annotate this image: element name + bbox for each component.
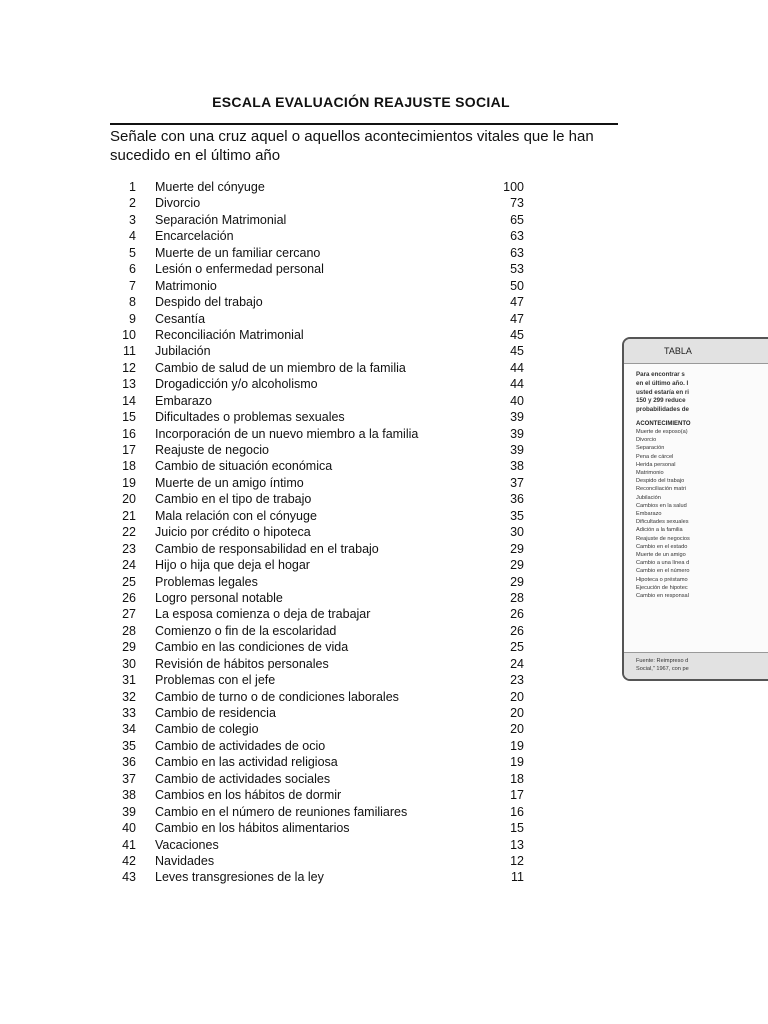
event-number: 2: [129, 196, 136, 211]
event-name: Muerte de un amigo íntimo: [155, 475, 304, 490]
event-number: 6: [129, 262, 136, 277]
event-score: 13: [510, 837, 524, 852]
event-number: 16: [122, 426, 136, 441]
event-row: [110, 475, 550, 491]
event-row: [110, 491, 550, 507]
event-row: [110, 278, 550, 294]
inset-item: Muerte de esposo(a): [636, 428, 688, 435]
event-row: [110, 574, 550, 590]
event-name: Mala relación con el cónyuge: [155, 508, 317, 523]
event-row: [110, 689, 550, 705]
event-score: 47: [510, 311, 524, 326]
inset-item: Matrimonio: [636, 470, 664, 476]
event-row: [110, 853, 550, 869]
event-number: 20: [122, 492, 136, 507]
event-score: 29: [510, 574, 524, 589]
event-row: [110, 705, 550, 721]
event-name: Cambio de responsabilidad en el trabajo: [155, 541, 379, 556]
event-number: 37: [122, 771, 136, 786]
event-name: Reconciliación Matrimonial: [155, 327, 304, 342]
event-number: 11: [123, 344, 136, 359]
event-score: 53: [510, 262, 524, 277]
event-number: 34: [122, 722, 136, 737]
event-name: Cambio de colegio: [155, 722, 259, 737]
event-name: Juicio por crédito o hipoteca: [155, 525, 311, 540]
event-name: Comienzo o fin de la escolaridad: [155, 623, 337, 638]
event-row: [110, 639, 550, 655]
event-row: [110, 524, 550, 540]
event-row: [110, 623, 550, 639]
event-score: 44: [510, 360, 524, 375]
event-number: 10: [122, 327, 136, 342]
event-name: Drogadicción y/o alcoholismo: [155, 377, 318, 392]
event-score: 63: [510, 229, 524, 244]
event-number: 32: [122, 689, 136, 704]
inset-item: Reconciliación matri: [636, 486, 687, 493]
event-name: Embarazo: [155, 393, 212, 408]
event-row: [110, 228, 550, 244]
event-score: 45: [510, 327, 524, 342]
event-row: [110, 606, 550, 622]
event-number: 38: [122, 788, 136, 803]
event-row: [110, 245, 550, 261]
event-name: Cambio en el tipo de trabajo: [155, 492, 312, 507]
event-number: 4: [129, 229, 136, 244]
inset-item: Adición a la familia: [636, 527, 683, 534]
event-score: 12: [510, 853, 524, 868]
event-row: [110, 212, 550, 228]
event-name: Cambio de residencia: [155, 706, 276, 720]
event-number: 5: [129, 245, 136, 260]
document-title: ESCALA EVALUACIÓN REAJUSTE SOCIAL: [212, 94, 510, 110]
event-score: 65: [510, 212, 524, 227]
event-number: 1: [129, 180, 136, 194]
inset-table-items: [624, 428, 768, 600]
event-score: 19: [510, 755, 524, 770]
event-score: 47: [510, 295, 524, 310]
event-row: [110, 738, 550, 754]
event-score: 39: [510, 443, 524, 457]
inset-item: Divorcio: [636, 437, 657, 444]
inset-item: Reajuste de negocios: [636, 535, 690, 542]
event-name: Revisión de hábitos personales: [155, 656, 329, 671]
event-row: [110, 360, 550, 376]
event-number: 13: [122, 377, 136, 392]
event-row: [110, 820, 550, 836]
event-number: 18: [122, 459, 136, 474]
event-name: Leves transgresiones de la ley: [155, 870, 324, 885]
event-name: Jubilación: [155, 344, 211, 359]
title-rule: [110, 123, 618, 125]
instructions-text: Señale con una cruz aquel o aquellos acontecimientos vitales que le han sucedido en el último año: [110, 128, 594, 164]
inset-item: Jubilación: [636, 494, 661, 501]
event-row: [110, 327, 550, 343]
event-name: Logro personal notable: [155, 590, 283, 605]
event-score: 15: [510, 821, 524, 836]
inset-intro-line: Para encontrar s: [636, 371, 685, 378]
event-score: 25: [510, 640, 524, 655]
inset-item: Cambio en responsal: [636, 593, 689, 600]
event-number: 42: [122, 853, 136, 868]
inset-intro-line: 150 y 299 reduce: [636, 397, 686, 405]
event-number: 9: [129, 311, 136, 326]
inset-table-image: [622, 337, 768, 681]
event-score: 18: [510, 771, 524, 786]
event-name: Dificultades o problemas sexuales: [155, 410, 345, 425]
event-score: 20: [510, 706, 524, 720]
inset-item: Despido del trabajo: [636, 478, 685, 485]
event-number: 15: [122, 410, 136, 425]
event-row: [110, 442, 550, 458]
event-name: La esposa comienza o deja de trabajar: [155, 607, 371, 622]
event-row: [110, 557, 550, 573]
event-score: 26: [510, 623, 524, 638]
event-name: Cambio de turno o de condiciones laborales: [155, 689, 399, 704]
event-number: 40: [122, 821, 136, 836]
inset-item: Herida personal: [636, 461, 676, 468]
event-name: Lesión o enfermedad personal: [155, 262, 324, 277]
inset-intro-line: probabilidades de: [636, 406, 689, 414]
event-name: Cesantía: [155, 311, 206, 326]
event-name: Navidades: [155, 853, 215, 868]
event-name: Cambio de salud de un miembro de la familia: [155, 360, 406, 375]
event-score: 37: [510, 475, 524, 490]
event-number: 23: [122, 541, 136, 556]
event-score: 20: [510, 722, 524, 737]
event-score: 29: [510, 541, 524, 556]
event-row: [110, 179, 550, 195]
event-name: Cambios en los hábitos de dormir: [155, 788, 342, 803]
event-row: [110, 869, 550, 885]
inset-intro-line: usted estaría en ri: [636, 388, 689, 396]
event-number: 30: [122, 656, 136, 671]
event-score: 16: [510, 804, 524, 819]
inset-table-header: TABLA: [624, 339, 768, 364]
event-row: [110, 837, 550, 853]
event-name: Cambio en los hábitos alimentarios: [155, 821, 350, 836]
event-number: 33: [122, 706, 136, 720]
event-name: Incorporación de un nuevo miembro a la familia: [155, 426, 419, 441]
event-number: 3: [129, 212, 136, 227]
event-row: [110, 590, 550, 606]
event-number: 41: [122, 837, 136, 852]
event-name: Reajuste de negocio: [155, 443, 269, 457]
inset-table-footer: [624, 652, 768, 679]
event-number: 35: [122, 738, 136, 753]
inset-item: Muerte de un amigo: [636, 552, 686, 559]
event-score: 26: [510, 607, 524, 622]
event-number: 29: [122, 640, 136, 655]
event-score: 11: [511, 870, 524, 885]
event-row: [110, 787, 550, 803]
event-number: 28: [122, 623, 136, 638]
event-score: 100: [503, 180, 524, 194]
event-number: 8: [129, 295, 136, 310]
event-score: 23: [510, 673, 524, 688]
event-row: [110, 804, 550, 820]
event-score: 45: [510, 344, 524, 359]
event-score: 36: [510, 492, 524, 507]
event-score: 38: [510, 459, 524, 474]
event-name: Divorcio: [155, 196, 201, 211]
inset-item: Cambio en el estado: [636, 543, 688, 550]
event-name: Cambio de actividades de ocio: [155, 738, 326, 753]
event-score: 35: [510, 508, 524, 523]
event-name: Cambio de actividades sociales: [155, 771, 331, 786]
inset-item: Embarazo: [636, 511, 662, 518]
event-row: [110, 672, 550, 688]
inset-footer-line: Fuente: Reimpreso d: [636, 658, 689, 664]
event-name: Problemas con el jefe: [155, 673, 276, 688]
event-number: 14: [122, 393, 136, 408]
event-name: Cambio en las condiciones de vida: [155, 640, 349, 655]
event-name: Vacaciones: [155, 837, 219, 852]
event-score: 20: [510, 689, 524, 704]
event-number: 7: [129, 278, 136, 293]
event-row: [110, 393, 550, 409]
event-name: Muerte de un familiar cercano: [155, 245, 321, 260]
event-row: [110, 426, 550, 442]
event-score: 73: [510, 196, 524, 211]
inset-item: Dificultades sexuales: [636, 519, 689, 526]
event-number: 17: [122, 443, 136, 457]
inset-footer-line: Social," 1967, con pe: [636, 666, 689, 672]
event-number: 26: [122, 590, 136, 605]
event-row: [110, 508, 550, 524]
event-score: 50: [510, 278, 524, 293]
event-row: [110, 195, 550, 211]
event-score: 29: [510, 558, 524, 573]
event-number: 36: [122, 755, 136, 770]
event-score: 17: [510, 788, 524, 803]
event-score: 24: [510, 656, 524, 671]
event-name: Cambio en el número de reuniones familiares: [155, 804, 408, 819]
event-name: Cambio en las actividad religiosa: [155, 755, 338, 770]
event-score: 63: [510, 245, 524, 260]
event-name: Encarcelación: [155, 229, 234, 244]
event-name: Matrimonio: [155, 278, 217, 293]
inset-intro-line: en el último año. I: [636, 379, 689, 387]
inset-table-column-header: ACONTECIMIENTO: [636, 420, 691, 427]
event-row: [110, 771, 550, 787]
event-name: Separación Matrimonial: [155, 212, 287, 227]
event-score: 39: [510, 426, 524, 441]
events-list: [110, 179, 550, 886]
event-score: 39: [510, 410, 524, 425]
event-number: 22: [122, 525, 136, 540]
event-score: 28: [510, 590, 524, 605]
event-name: Cambio de situación económica: [155, 459, 333, 474]
inset-item: Separación: [636, 445, 665, 452]
inset-item: Cambios en la salud: [636, 502, 687, 509]
event-score: 40: [510, 393, 524, 408]
inset-item: Pena de cárcel: [636, 453, 674, 460]
inset-item: Cambio a una línea d: [636, 560, 690, 567]
event-name: Hijo o hija que deja el hogar: [155, 558, 310, 573]
event-score: 19: [510, 738, 524, 753]
event-number: 27: [122, 607, 136, 622]
event-row: [110, 343, 550, 359]
event-row: [110, 754, 550, 770]
event-number: 31: [122, 673, 136, 688]
event-name: Problemas legales: [155, 574, 258, 589]
event-number: 24: [122, 558, 136, 573]
event-row: [110, 261, 550, 277]
event-row: [110, 721, 550, 737]
event-score: 30: [510, 525, 524, 540]
event-score: 44: [510, 377, 524, 392]
event-number: 25: [122, 574, 136, 589]
event-row: [110, 541, 550, 557]
inset-item: Hipoteca o préstamo: [636, 576, 688, 583]
inset-table-intro: [624, 364, 768, 415]
event-row: [110, 376, 550, 392]
event-row: [110, 656, 550, 672]
event-number: 43: [122, 870, 136, 885]
event-row: [110, 409, 550, 425]
event-number: 12: [122, 360, 136, 375]
inset-item: Ejecución de hipotec: [636, 584, 688, 591]
event-number: 19: [122, 475, 136, 490]
event-number: 21: [122, 508, 136, 523]
event-number: 39: [122, 804, 136, 819]
event-row: [110, 294, 550, 310]
event-row: [110, 458, 550, 474]
event-name: Muerte del cónyuge: [155, 180, 265, 194]
inset-item: Cambio en el número: [636, 568, 690, 575]
event-row: [110, 311, 550, 327]
event-name: Despido del trabajo: [155, 295, 263, 310]
